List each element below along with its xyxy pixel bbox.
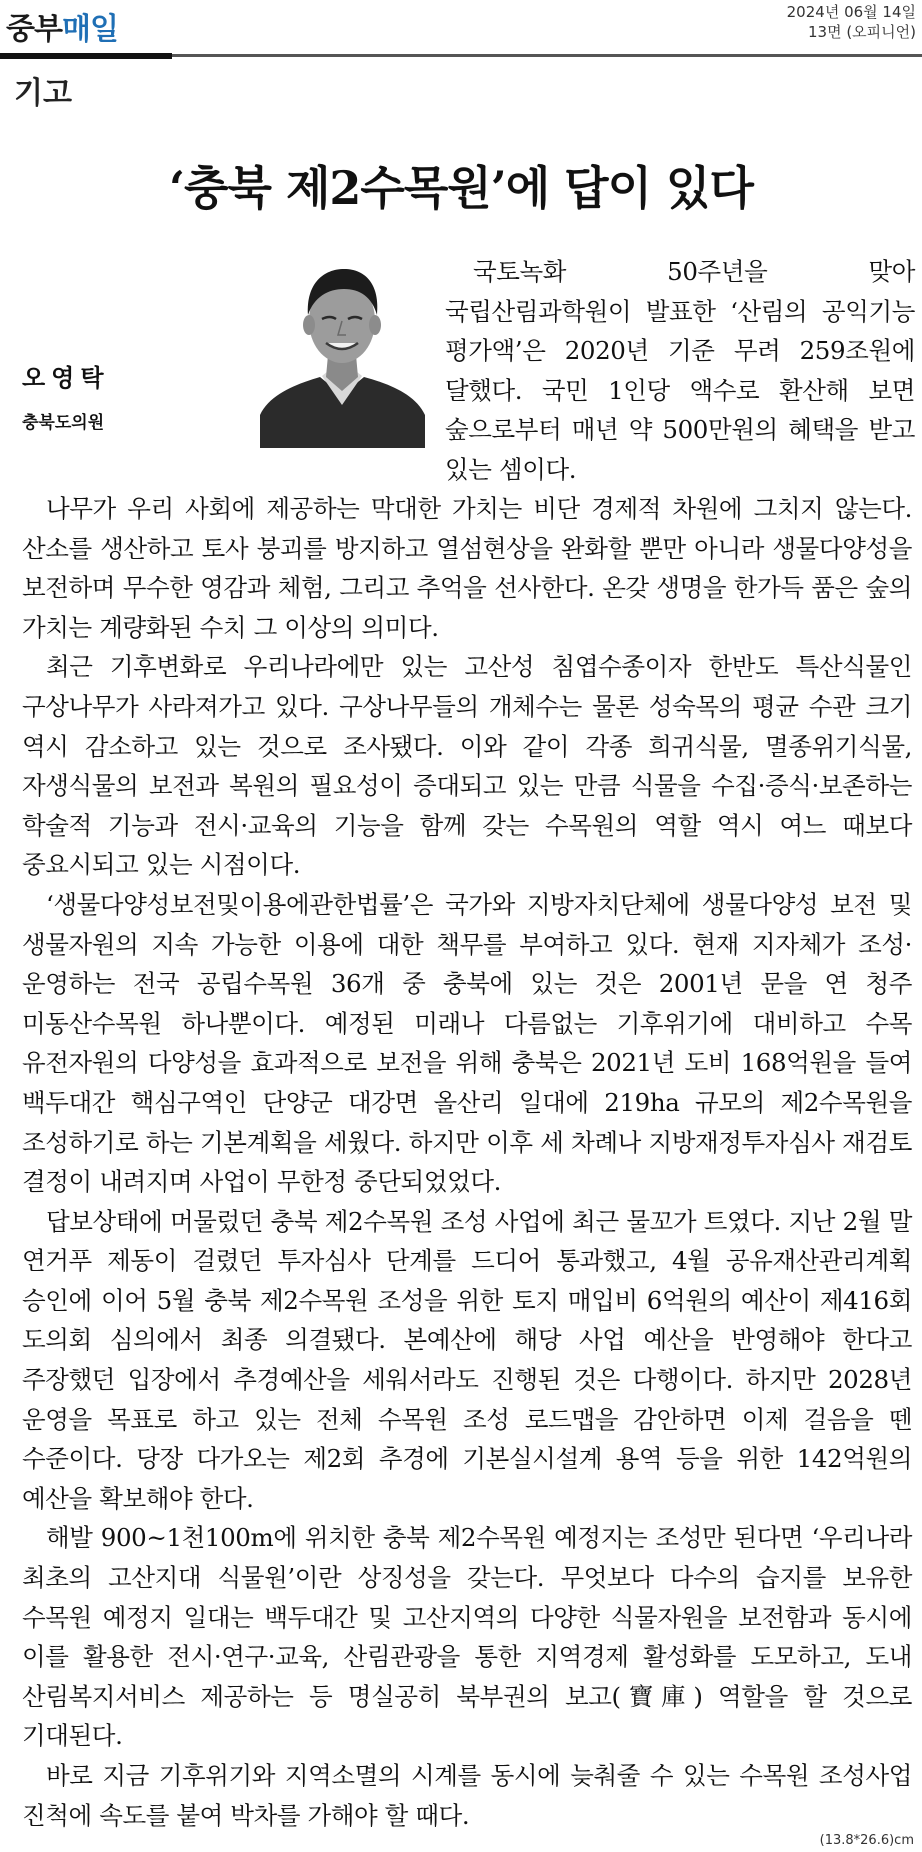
intro-paragraph: 국토녹화 50주년을 맞아 국립산림과학원이 발표한 ‘산림의 공익기능 평가액’은 2020년 기준 무려 259조원에 달했다. 국민 1인당 액수로 환산해 보면 숲으로부터 매년 약 500만원의 혜택을 받고 있는 셈이다. (445, 257, 915, 484)
masthead (0, 0, 922, 62)
body-paragraph-2: 최근 기후변화로 우리나라에만 있는 고산성 침엽수종이자 한반도 특산식물인 구상나무가 사라져가고 있다. 구상나무들의 개체수는 물론 성숙목의 평균 수관 크기 역시 감소하고 있는 것으로 조사됐다. 이와 같이 각종 희귀식물, 멸종위기식물, 자생식물의 보전과 복원의 필요성이 증대되고 있는 만큼 식물을 수집·증식·보존하는 학술적 기능과 전시·교육의 기능을 함께 갖는 수목원의 역할 역시 여느 때보다 중요시되고 있는 시점이다. (22, 652, 913, 880)
body-paragraph-1: 나무가 우리 사회에 제공하는 막대한 가치는 비단 경제적 차원에 그치지 않는다. 산소를 생산하고 토사 붕괴를 방지하고 열섬현상을 완화할 뿐만 아니라 생물다양성을 보전하며 무수한 영감과 체험, 그리고 추억을 선사한다. 온갖 생명을 한가득 품은 숲의 가치는 계량화된 수치 그 이상의 의미다. (22, 494, 912, 642)
page-info: 13면 (오피니언) (807, 23, 916, 41)
masthead-rule-accent (0, 53, 172, 59)
issue-info (787, 2, 916, 42)
section-label: 기고 (14, 76, 72, 111)
body-paragraph-5: 해발 900~1천100m에 위치한 충북 제2수목원 예정지는 조성만 된다면 ‘우리나라 최초의 고산지대 식물원’이란 상징성을 갖는다. 무엇보다 다수의 습지를 보유한 수목원 예정지 일대는 백두대간 및 고산지역의 다양한 식물자원을 보전함과 동시에 이를 활용한 전시·연구·교육, 산림관광을 통한 지역경제 활성화를 도모하고, 도내 산림복지서비스 제공하는 등 명실공히 북부권의 보고(寶庫) 역할을 할 것으로 기대된다. (22, 1523, 912, 1751)
body-paragraph-4: 답보상태에 머물렀던 충북 제2수목원 조성 사업에 최근 물꼬가 트였다. 지난 2월 말 연거푸 제동이 걸렸던 투자심사 단계를 드디어 통과했고, 4월 공유재산관리계획 승인에 이어 5월 충북 제2수목원 조성을 위한 토지 매입비 6억원의 예산이 제416회 도의회 심의에서 최종 의결됐다. 본예산에 해당 사업 예산을 반영해야 한다고 주장했던 입장에서 추경예산을 세워서라도 진행된 것은 다행이다. 하지만 2028년 운영을 목표로 하고 있는 전체 수목원 조성 로드맵을 감안하면 이제 걸음을 뗀 수준이다. 당장 다가오는 제2회 추경에 기본실시설계 용역 등을 위한 142억원의 예산을 확보해야 한다. (22, 1206, 912, 1513)
article-size-note: (13.8*26.6)cm (819, 1833, 914, 1848)
body-paragraph-3: ‘생물다양성보전및이용에관한법률’은 국가와 지방자치단체에 생물다양성 보전 및 생물자원의 지속 가능한 이용에 대한 책무를 부여하고 있다. 현재 지자체가 조성·운영하는 전국 공립수목원 36개 중 충북에 있는 것은 2001년 문을 연 청주 미동산수목원 하나뿐이다. 예정된 미래나 다름없는 기후위기에 대비하고 수목 유전자원의 다양성을 효과적으로 보전을 위해 충북은 2021년 도비 168억원을 들여 백두대간 핵심구역인 단양군 대강면 올산리 일대에 219ha 규모의 제2수목원을 조성하기로 하는 기본계획을 세웠다. 하지만 이후 세 차례나 지방재정투자심사 재검토 결정이 내려지며 사업이 무한정 중단되었었다. (22, 889, 912, 1197)
article-body (22, 489, 912, 1835)
author-name: 오영탁 (22, 364, 110, 392)
author-photo (260, 255, 425, 448)
newspaper-logo (6, 4, 118, 48)
author-title: 충북도의원 (22, 413, 105, 433)
issue-date: 2024년 06월 14일 (786, 3, 916, 21)
logo-accent: 매일 (61, 12, 118, 47)
body-paragraph-6: 바로 지금 기후위기와 지역소멸의 시계를 동시에 늦춰줄 수 있는 수목원 조성사업 진척에 속도를 붙여 박차를 가해야 할 때다. (22, 1761, 912, 1830)
logo-main: 중부 (6, 12, 62, 47)
intro-text (445, 252, 915, 490)
headline: ‘충북 제2수목원’에 답이 있다 (169, 161, 753, 215)
